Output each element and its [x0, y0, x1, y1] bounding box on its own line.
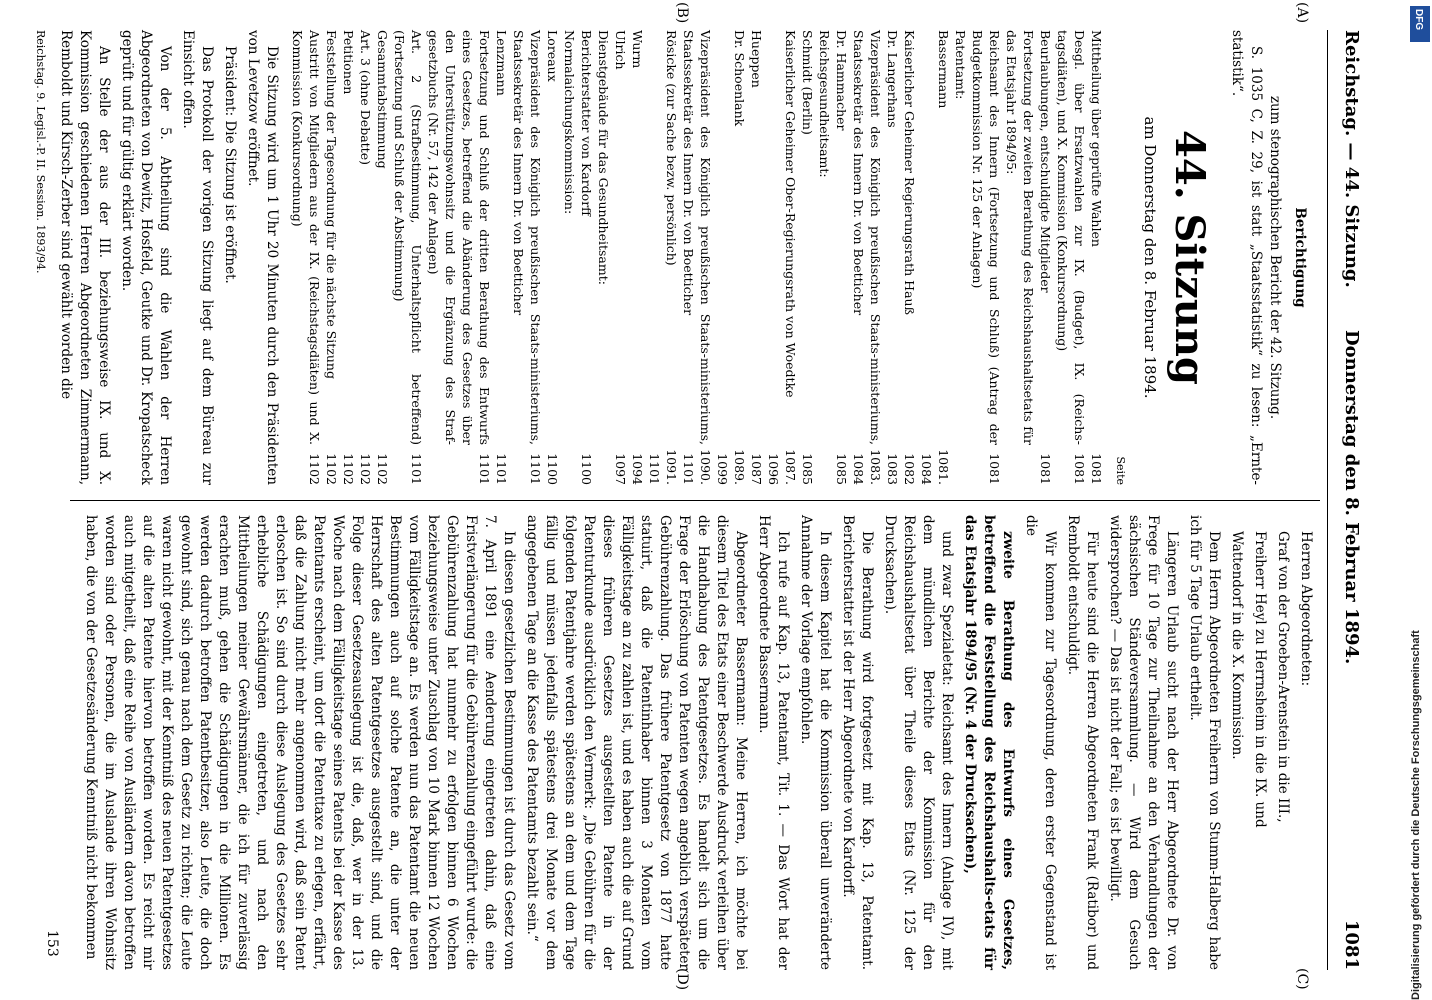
toc-row	[374, 30, 391, 485]
toc-entry-page	[595, 445, 612, 485]
toc-entry-page: 1100	[545, 453, 560, 485]
toc-entry-text: Ulrich	[613, 30, 628, 70]
toc-label: Seite	[1114, 456, 1127, 485]
right-column	[77, 515, 1315, 970]
toc-row	[1054, 30, 1088, 485]
toc-entry-page: 1102	[307, 453, 322, 485]
toc-entry-page: 1101	[409, 453, 424, 485]
credit-text: Digitalisierung gefördert durch die Deutsche Forschungsgemeinschaft	[1410, 630, 1422, 1000]
toc-entry-page	[952, 445, 969, 485]
president-line-3: Von der 5. Abtheilung sind die Wahlen der Herren Abgeordneten von Dewitz, Hosfeld, Geutke und Dr. Kropatscheck geprüft und für gültig erklärt worden.	[119, 30, 173, 485]
toc-entry-page: 1102	[375, 453, 390, 485]
margin-letter-c: (C)	[1294, 968, 1310, 990]
toc-entry-page: 1081. 1084	[919, 449, 951, 485]
toc-entry-text: Dr. Hammacher	[834, 30, 849, 131]
toc-entry-text: Feststellung der Tagesordnung für die nächste Sitzung	[324, 30, 339, 379]
toc-entry-text: Dr. Schoenlank	[732, 30, 747, 127]
toc-row	[340, 30, 357, 485]
toc-entry-text: Desgl. über Ersatzwahlen zur IX. (Budget), IX. (Reichs-tagsdiäten), und X. Kommission (Konkursordnung)	[1055, 30, 1087, 445]
toc-row	[714, 30, 748, 485]
toc-row	[612, 30, 629, 485]
toc-entry-text: Mittheilung über geprüfte Wahlen	[1089, 30, 1104, 247]
toc-row	[1088, 30, 1105, 485]
toc-entry-page: 1097	[613, 453, 628, 485]
president-line-4: An Stelle der aus der III. beziehungsweise IX. und X. Kommission geschiedenen Herren Abgeordneten Zimmermann, Remboldt und Kirsch-Zerber sind gewählt worden die	[58, 30, 112, 485]
toc-row	[578, 30, 595, 485]
toc-row	[289, 30, 323, 485]
margin-letter-b: (B)	[674, 2, 690, 24]
paragraph: Wattendorf in die X. Kommission.	[1229, 531, 1245, 760]
toc-row	[918, 30, 952, 485]
toc-row	[357, 30, 374, 485]
toc-entry-text: Austritt von Mitgliedern aus der IX. (Reichstagsdiäten) und X. Kommission (Konkursordnung)	[290, 30, 322, 445]
dfg-logo-icon	[1410, 6, 1430, 42]
toc-entry-page: 1081	[1072, 453, 1087, 485]
toc-entry-text: Reichsamt des Innern (Fortsetzung und Schluß) (Antrag der Budgetkommission Nr. 125 der Anlagen)	[970, 30, 1002, 445]
toc-entry-text: Vizepräsident des Königlich preußischen Staats-ministeriums, Staatssekretär des Innern Dr. von Boetticher	[511, 30, 543, 445]
toc-entry-page: 1101	[528, 453, 543, 485]
toc-entry-page: 1087. 1096	[766, 449, 798, 485]
toc-row	[952, 30, 969, 485]
toc-entry-text: Kaiserlicher Geheimer Regierungsrath Hauß	[902, 30, 917, 315]
toc-entry-page: 1081	[1038, 453, 1053, 485]
rotated-text-block	[30, 0, 1390, 1000]
toc-entry-page: 1082	[902, 453, 917, 485]
toc-entry-page: 1102	[358, 453, 373, 485]
toc-entry-page: 1091. 1101	[647, 449, 679, 485]
speech-paragraph: Abgeordneter Bassermann: Meine Herren, ich möchte bei diesem Titel des Etats einer Beschwerde Ausdruck verleihen über die Handhabung des Patentgesetzes. Es handelt sich um die Frage der Erlöschung von Patenten wegen angeblich verspäteter Gebührenzahlung. Das frühere Patentgesetz von 1877 hatte statuirt, daß die Patentinhaber binnen 3 Monaten vom Fälligkeitstage an zu zahlen ist, und es haben auch die auf Grund dieses früheren Gesetzes ausgestellten Patente in der Patenturkunde ausdrücklich den Vermerk: „Die Gebühren für die folgenden Patentjahre werden spätestens an dem und dem Tage fällig und müssen jedenfalls spätestens drei Monate vor dem angegebenen Tage an die Kasse des Patentamts bezahlt sein.“	[524, 515, 749, 970]
opening-text: Die Sitzung wird um 1 Uhr 20 Minuten durch den Präsidenten von Levetzow eröffnet.	[245, 30, 280, 485]
correction-subtitle: zum stenographischen Bericht der 42. Sitzung.	[1267, 95, 1283, 420]
toc-entry-text: Lenzmann	[494, 30, 509, 96]
paragraph: Graf von der Groeben-Arenstein in die III.,	[1275, 531, 1291, 823]
footer-session-line: Reichstag. 9. Legisl.-P. II. Session. 1893/94.	[34, 30, 47, 274]
agenda-item: zweite Berathung des Entwurfs eines Gesetzes, betreffend die Feststellung des Reichshaushalts-etats für das Etatsjahr 1894/95 (Nr. 4 der Drucksachen),	[962, 515, 1016, 970]
toc-row	[765, 30, 799, 485]
toc-row	[850, 30, 884, 485]
left-column	[31, 30, 1315, 485]
paragraph: Freiherr Heyl zu Herrnsheim in die IX. und	[1252, 531, 1268, 828]
toc-entry-page: 1087	[749, 453, 764, 485]
paragraph: Ich rufe auf Kap. 13, Patentamt, Tit. 1. — Das Wort hat der Herr Abgeordnete Bassermann.	[756, 515, 791, 970]
toc-row	[544, 30, 561, 485]
toc-entry-page: 1101	[494, 453, 509, 485]
toc-row	[816, 30, 833, 485]
toc-entry-text: Petitionen	[341, 30, 356, 95]
toc-row	[1003, 30, 1037, 485]
toc-entry-page	[816, 445, 833, 485]
toc-entry-page	[561, 445, 578, 485]
toc-entry-text: Bassermann	[936, 30, 951, 109]
toc-entry-text: Schmidt (Berlin)	[800, 30, 815, 135]
toc-entry-page: 1094	[630, 453, 645, 485]
president-line-1: Präsident: Die Sitzung ist eröffnet.	[222, 46, 238, 284]
toc-entry-text: Vizepräsident des Königlich preußischen Staats-ministeriums, Staatssekretär des Innern Dr. von Boetticher	[851, 30, 883, 445]
toc-entry-text: Hueppen	[749, 30, 764, 88]
margin-letter-a: (A)	[1294, 2, 1310, 24]
toc-row	[646, 30, 680, 485]
digitization-credit-strip	[1402, 0, 1432, 1000]
paragraph: und zwar Spezialetat: Reichsamt des Innern (Anlage IV), mit dem mündlichen Berichte der Kommission für den Reichshaushaltsetat über Theile dieses Etats (Nr. 125 der Drucksachen).	[882, 515, 955, 970]
toc-entry-page: 1085	[800, 453, 815, 485]
toc-entry-text: Art. 2 (Strafbestimmung, Unterhaltspflicht betreffend) (Fortsetzung und Schluß der Abstimmung)	[392, 30, 424, 445]
toc-entry-text: Kaiserlicher Geheimer Ober-Regierungsrath von Woedtke	[783, 30, 798, 398]
paragraph: Wir kommen zur Tagesordnung, deren erster Gegenstand ist die	[1023, 515, 1058, 970]
toc-entry-text: Normalaichungskommission:	[562, 30, 577, 215]
session-date: am Donnerstag den 8. Februar 1894.	[1141, 116, 1159, 399]
toc-row	[561, 30, 578, 485]
toc-entry-text: Wurm	[630, 30, 645, 69]
correction-text: S. 1035 C, Z. 29, ist statt „Staatsstatistik“ zu lesen: „Ernte-statistik“.	[1229, 30, 1264, 485]
toc-row	[425, 30, 493, 485]
toc-entry-page: 1081	[1089, 453, 1104, 485]
column-rule	[70, 500, 1320, 501]
toc-row	[884, 30, 901, 485]
paragraph: In diesem Kapitel hat die Kommission überall unveränderte Annahme der Vorlage empfohlen.	[798, 515, 833, 970]
toc-row	[969, 30, 1003, 485]
toc-entry-page: 1102	[341, 453, 356, 485]
toc-entry-page: 1101	[477, 453, 492, 485]
toc-entry-text: Berichterstatter von Kardorff	[579, 30, 594, 217]
header-left: Reichstag. — 44. Sitzung.	[1341, 30, 1362, 288]
toc-entry-text: Reichsgesundheitsamt:	[817, 30, 832, 178]
toc-entry-page: 1083. 1084	[851, 449, 883, 485]
toc-row	[799, 30, 816, 485]
session-title: 44. Sitzung	[1166, 130, 1213, 385]
toc-entry-page: 1102	[324, 453, 339, 485]
toc-row	[595, 30, 612, 485]
signature-number: 153	[44, 930, 60, 957]
paragraph: Für heute sind die Herren Abgeordneten Frank (Ratibor) und Remboldt entschuldigt.	[1065, 515, 1100, 970]
toc-row	[833, 30, 850, 485]
president-line-2: Das Protokoll der vorigen Sitzung liegt auf dem Büreau zur Einsicht offen.	[180, 30, 215, 485]
toc-entry-page: 1085	[834, 453, 849, 485]
running-header	[1332, 30, 1362, 970]
table-of-contents	[289, 30, 1105, 485]
dfg-logo-text: DFG	[1413, 9, 1424, 31]
toc-entry-page: 1090. 1101	[681, 449, 713, 485]
toc-row	[901, 30, 918, 485]
paragraph: Dem Herrn Abgeordneten Freiherrn von Stumm-Halberg habe ich für 5 Tage Urlaub ertheilt.	[1187, 515, 1222, 970]
paragraph: Die Berathung wird fortgesetzt mit Kap. 13, Patentamt. Berichterstatter ist der Herr Abgeordnete von Kardorff.	[840, 515, 875, 970]
toc-entry-page	[1003, 445, 1037, 485]
toc-entry-page: 1089. 1099	[715, 449, 747, 485]
header-rule	[1327, 30, 1328, 970]
toc-entry-text: Beurlaubungen, entschuldigte Mitglieder	[1038, 30, 1053, 293]
toc-row	[510, 30, 544, 485]
toc-entry-text: Fortsetzung der zweiten Berathung des Reichshaushaltsetats für das Etatsjahr 1894/95:	[1004, 30, 1036, 445]
toc-entry-page: 1081	[987, 453, 1002, 485]
correction-title: Berichtigung	[1292, 207, 1308, 308]
toc-row	[493, 30, 510, 485]
header-page-number: 1081	[1341, 919, 1362, 970]
toc-entry-text: Fortsetzung und Schluß der dritten Berathung des Entwurfs eines Gesetzes, betreffend die Abänderung des Gesetzes über den Unterstützungswohnsitz und die Ergänzung des Straf-gesetzbuchs (Nr. 57, 142 der Anlagen)	[426, 30, 492, 445]
toc-entry-text: Loreaux	[545, 30, 560, 82]
toc-row	[629, 30, 646, 485]
paragraph: Herren Abgeordneten:	[1298, 531, 1314, 687]
toc-entry-text: Vizepräsident des Königlich preußischen Staats-ministeriums, Staatssekretär des Innern Dr. von Boetticher	[681, 30, 713, 445]
header-center: Donnerstag den 8. Februar 1894.	[1341, 330, 1362, 665]
toc-entry-text: Dr. Langerhans	[885, 30, 900, 128]
paragraph: Längeren Urlaub sucht nach der Herr Abgeordnete Dr. von Frege für 10 Tage zur Theilnahme an den Verhandlungen der sächsischen Ständeversammlung. — Wird dem Gesuch widersprochen? — Das ist nicht der Fall; es ist bewilligt.	[1107, 515, 1180, 970]
toc-row	[323, 30, 340, 485]
toc-entry-page: 1083	[885, 453, 900, 485]
toc-row	[748, 30, 765, 485]
toc-entry-text: Gesammtabstimmung	[375, 30, 390, 169]
toc-entry-text: Patentamt:	[953, 30, 968, 100]
toc-row	[391, 30, 425, 485]
toc-row	[1037, 30, 1054, 485]
toc-entry-text: Dienstgebäude für das Gesundheitsamt:	[596, 30, 611, 285]
toc-entry-text: Rösicke (zur Sache bezw. persönlich)	[664, 30, 679, 266]
margin-letter-d: (D)	[674, 968, 690, 991]
toc-entry-text: Art. 3 (ohne Debatte)	[358, 30, 373, 165]
speech-paragraph: In diesen gesetzlichen Bestimmungen ist durch das Gesetz vom 7. April 1891 eine Aenderung eingetreten dahin, daß eine Fristverlängerung für die Gebührenzahlung eingeführt wurde: die Gebührenzahlung hat nunmehr zu erfolgen binnen 6 Wochen beziehungsweise unter Zuschlag von 10 Mark binnen 12 Wochen vom Fälligkeitstage an. Es werden nun das Patentamt die neuen Bestimmungen auch auf solche Patente an, die unter der Herrschaft des alten Patentgesetzes ausgestellt sind, und die Folge dieser Gesetzesauslegung ist die, daß, wer in der 13. Woche nach dem Fälligkeitstage seines Patents bei der Kasse des Patentamts erscheint, um dort die Patenttaxe zu erlegen, erfährt, daß die Zahlung nicht mehr angenommen wird, daß sein Patent erloschen ist. So sind durch diese Auslegung des Gesetzes sehr erhebliche Schädigungen eingetreten, und nach den Mittheilungen meiner Gewährsmänner, die ich für zuverlässig erachten muß, gehen die Schädigungen in die Millionen. Es werden dadurch betroffen Patentbesitzer, also Leute, die doch gewohnt sind, sich genau nach dem Gesetz zu richten; die Leute waren nicht gewohnt, mit der Kenntniß des neuen Patentgesetzes auf die alten Patente hiervon betroffen worden. Es reicht mir auch mitgetheilt, daß eine Reihe von Ausländern davon betroffen worden sind oder Personen, die im Auslande ihren Wohnsitz haben, die von der Gesetzesänderung Kenntniß nicht bekommen	[83, 515, 517, 970]
toc-entry-page: 1100	[579, 453, 594, 485]
toc-row	[680, 30, 714, 485]
